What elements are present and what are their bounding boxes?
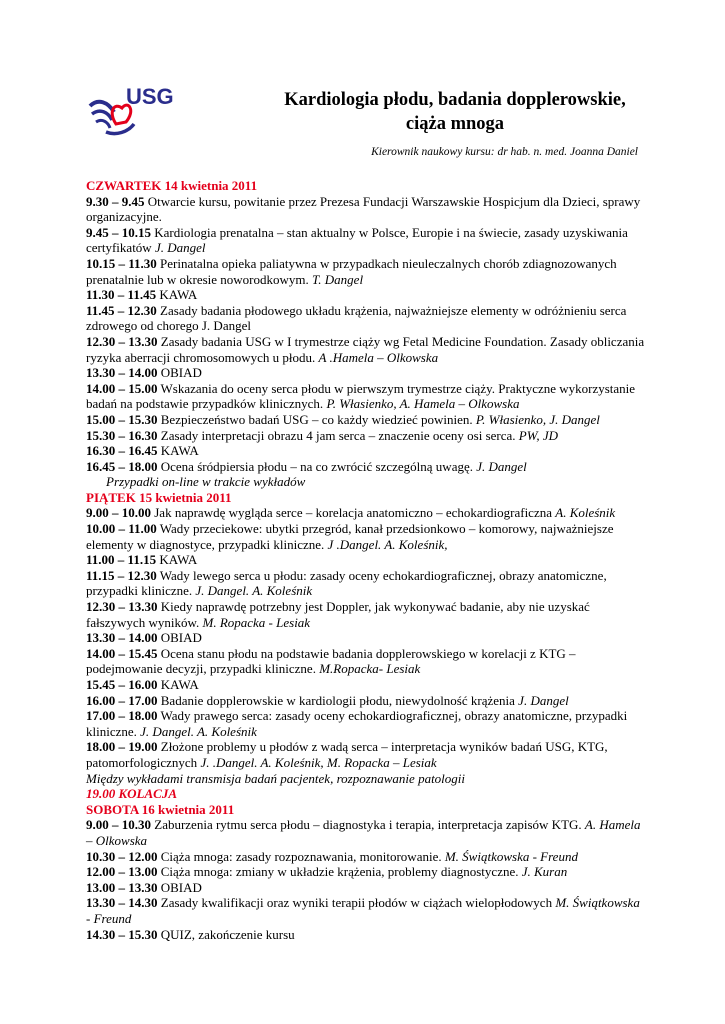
item-time: 17.00 – 18.00: [86, 708, 158, 724]
item-text: OBIAD: [157, 879, 202, 895]
item-text: Bezpieczeństwo badań USG – co każdy wiedzieć powinien.: [157, 411, 476, 427]
item-text: Jak naprawdę wygląda serce – korelacja anatomiczno – echokardiograficzna: [151, 505, 556, 521]
schedule-item: [86, 365, 646, 381]
item-speaker: J. Dangel: [518, 692, 569, 708]
item-time: 16.45 – 18.00: [86, 458, 158, 474]
item-text: Badanie dopplerowskie w kardiologii płodu, niewydolność krążenia: [157, 692, 519, 708]
item-time: 15.30 – 16.30: [86, 427, 158, 443]
item-time: 15.00 – 15.30: [86, 411, 158, 427]
item-time: 14.00 – 15.00: [86, 380, 158, 396]
schedule-item: [86, 381, 646, 412]
item-speaker: A. Koleśnik: [555, 505, 616, 521]
item-text: KAWA: [157, 677, 199, 692]
item-speaker: J. Dangel: [154, 240, 206, 256]
item-text: Ocena śródpiersia płodu – na co zwrócić szczególną uwagę.: [157, 458, 477, 474]
schedule-item: [86, 599, 646, 630]
schedule-item: [86, 568, 646, 599]
item-speaker: M. Świątkowska - Freund: [444, 848, 578, 864]
schedule-item: [86, 880, 646, 896]
item-speaker: A. Hamela – Olkowska: [86, 817, 641, 848]
schedule-item: [86, 895, 646, 926]
item-text: Ocena stanu płodu na podstawie badania dopplerowskiego w korelacji z KTG – podejmowanie decyzji, przypadki kliniczne.: [86, 645, 576, 677]
item-speaker: J. Kuran: [521, 864, 568, 880]
item-time: 13.30 – 14.00: [86, 630, 158, 646]
schedule-item: [86, 646, 646, 677]
logo-text: USG: [126, 84, 174, 109]
item-time: 13.00 – 13.30: [86, 879, 158, 895]
schedule-item: [86, 849, 646, 865]
item-speaker: M. Ropacka - Lesiak: [202, 614, 311, 630]
schedule-item: [86, 505, 646, 521]
item-speaker: M.Ropacka- Lesiak: [319, 661, 421, 677]
item-text: Perinatalna opieka paliatywna w przypadkach nieuleczalnych chorób zdiagnozowanych prenatalnie lub w okresie noworodkowym.: [86, 255, 617, 287]
schedule-item: [86, 428, 646, 444]
item-time: 11.30 – 11.45: [86, 287, 157, 303]
item-speaker: PW, JD: [518, 427, 559, 443]
schedule-item: [86, 194, 646, 225]
item-time: 11.45 – 12.30: [86, 302, 157, 318]
item-speaker: J .Dangel. A. Koleśnik,: [327, 536, 448, 552]
schedule-item: [86, 443, 646, 459]
item-text: Wady prawego serca: zasady oceny echokardiograficznej, obrazy anatomiczne, przypadki kliniczne.: [86, 708, 628, 739]
item-text: Zasady kwalifikacji oraz wyniki terapii płodów w ciążach wielopłodowych: [157, 895, 556, 911]
schedule-item: [86, 552, 646, 568]
schedule-item: [86, 225, 646, 256]
item-time: 15.45 – 16.00: [86, 677, 158, 692]
schedule-item: [86, 817, 646, 848]
schedule-item: [86, 287, 646, 303]
schedule-item: [86, 303, 646, 334]
schedule-item: [86, 412, 646, 428]
item-speaker: J. Dangel. A. Koleśnik: [195, 583, 313, 599]
schedule-item: [86, 927, 646, 943]
item-text: Wady lewego serca u płodu: zasady oceny echokardiograficznej, obrazy anatomiczne, przypadki kliniczne.: [86, 567, 607, 599]
schedule-item: [86, 459, 646, 475]
item-text: OBIAD: [157, 630, 202, 646]
item-text: Zasady badania płodowego układu krążenia, najważniejsze elementy w odróżnieniu serca zdrowego od chorego J. Dangel: [86, 302, 627, 334]
item-text: Ciąża mnoga: zasady rozpoznawania, monitorowanie.: [157, 848, 445, 864]
item-speaker: P. Własienko, J. Dangel: [475, 411, 600, 427]
item-text: Ciąża mnoga: zmiany w układzie krążenia, problemy diagnostyczne.: [157, 864, 522, 880]
item-text: Zasady badania USG w I trymestrze ciąży wg Fetal Medicine Foundation. Zasady obliczania ryzyka aberracji chromosomowych u płodu.: [86, 333, 645, 365]
item-text: Złożone problemy u płodów z wadą serca – interpretacja wyników badań USG, KTG, patomorfologicznych: [86, 739, 608, 770]
item-time: 13.30 – 14.30: [86, 895, 158, 911]
day-heading: SOBOTA 16 kwietnia 2011: [86, 801, 235, 817]
item-speaker: P. Własienko, A. Hamela – Olkowska: [326, 396, 520, 412]
schedule-item: [86, 693, 646, 709]
item-time: 16.00 – 17.00: [86, 692, 158, 708]
item-speaker: J. .Dangel. A. Koleśnik, M. Ropacka – Lesiak: [200, 754, 437, 770]
dinner-label: 19.00 KOLACJA: [86, 786, 178, 802]
item-text: Kardiologia prenatalna – stan aktualny w Polsce, Europie i na świecie, zasady uzyskiwania certyfikatów: [86, 224, 628, 256]
item-time: 11.15 – 12.30: [86, 567, 157, 583]
day-note: Między wykładami transmisja badań pacjentek, rozpoznawanie patologii: [86, 770, 466, 786]
item-time: 9.00 – 10.00: [86, 505, 151, 521]
item-time: 18.00 – 19.00: [86, 739, 158, 755]
item-text: KAWA: [156, 552, 198, 568]
item-speaker: J. Dangel: [476, 458, 527, 474]
item-time: 12.30 – 13.30: [86, 333, 158, 349]
usg-logo: [86, 84, 186, 140]
day-heading: PIĄTEK 15 kwietnia 2011: [86, 489, 232, 505]
item-text: Otwarcie kursu, powitanie przez Prezesa Fundacji Warszawskie Hospicjum dla Dzieci, sprawy organizacyjne.: [86, 193, 641, 225]
item-text: OBIAD: [157, 365, 202, 381]
title-line-2: ciąża mnoga: [405, 114, 505, 134]
day-heading: CZWARTEK 14 kwietnia 2011: [86, 178, 258, 193]
item-time: 12.00 – 13.00: [86, 864, 158, 880]
item-time: 10.00 – 11.00: [86, 521, 157, 537]
item-time: 13.30 – 14.00: [86, 365, 158, 381]
schedule-item: [86, 521, 646, 552]
schedule-item: [86, 630, 646, 646]
schedule-item: [86, 864, 646, 880]
item-text: QUIZ, zakończenie kursu: [157, 926, 295, 942]
item-text: Zaburzenia rytmu serca płodu – diagnostyka i terapia, interpretacja zapisów KTG.: [151, 817, 585, 833]
course-director: Kierownik naukowy kursu: dr hab. n. med. Joanna Daniel: [371, 146, 638, 158]
item-speaker: M. Świątkowska - Freund: [86, 895, 640, 926]
item-speaker: T. Dangel: [312, 271, 364, 287]
item-time: 9.45 – 10.15: [86, 224, 151, 240]
schedule-item: [86, 739, 646, 770]
item-time: 10.15 – 11.30: [86, 255, 157, 271]
day-note: Przypadki on-line w trakcie wykładów: [106, 474, 306, 490]
schedule-item: [86, 708, 646, 739]
schedule-item: [86, 334, 646, 365]
item-time: 12.30 – 13.30: [86, 599, 158, 615]
item-text: Wady przeciekowe: ubytki przegród, kanał przedsionkowo – komorowy, najważniejsze elementy w diagnostyce, przypadki kliniczne.: [86, 521, 614, 552]
item-time: 16.30 – 16.45: [86, 443, 158, 459]
item-time: 9.30 – 9.45: [86, 193, 145, 209]
page-title: [250, 88, 660, 136]
item-time: 14.00 – 15.45: [86, 645, 158, 661]
item-time: 14.30 – 15.30: [86, 926, 158, 942]
item-time: 9.00 – 10.30: [86, 817, 151, 833]
item-text: Wskazania do oceny serca płodu w pierwszym trymestrze ciąży. Praktyczne wykorzystanie badań na podstawie przypadków klinicznych.: [86, 380, 636, 412]
title-line-1: Kardiologia płodu, badania dopplerowskie,: [284, 90, 626, 110]
item-text: Zasady interpretacji obrazu 4 jam serca – znaczenie oceny osi serca.: [157, 427, 519, 443]
item-text: KAWA: [156, 287, 198, 303]
program: [86, 178, 646, 942]
schedule-item: [86, 256, 646, 287]
item-time: 11.00 – 11.15: [86, 552, 157, 568]
item-text: Kiedy naprawdę potrzebny jest Doppler, jak wykonywać badanie, aby nie uzyskać fałszywych wyników.: [86, 599, 590, 630]
item-speaker: J. Dangel. A. Koleśnik: [140, 723, 257, 739]
item-speaker: A .Hamela – Olkowska: [318, 349, 439, 365]
item-text: KAWA: [157, 443, 199, 459]
schedule-item: [86, 677, 646, 693]
item-time: 10.30 – 12.00: [86, 848, 158, 864]
